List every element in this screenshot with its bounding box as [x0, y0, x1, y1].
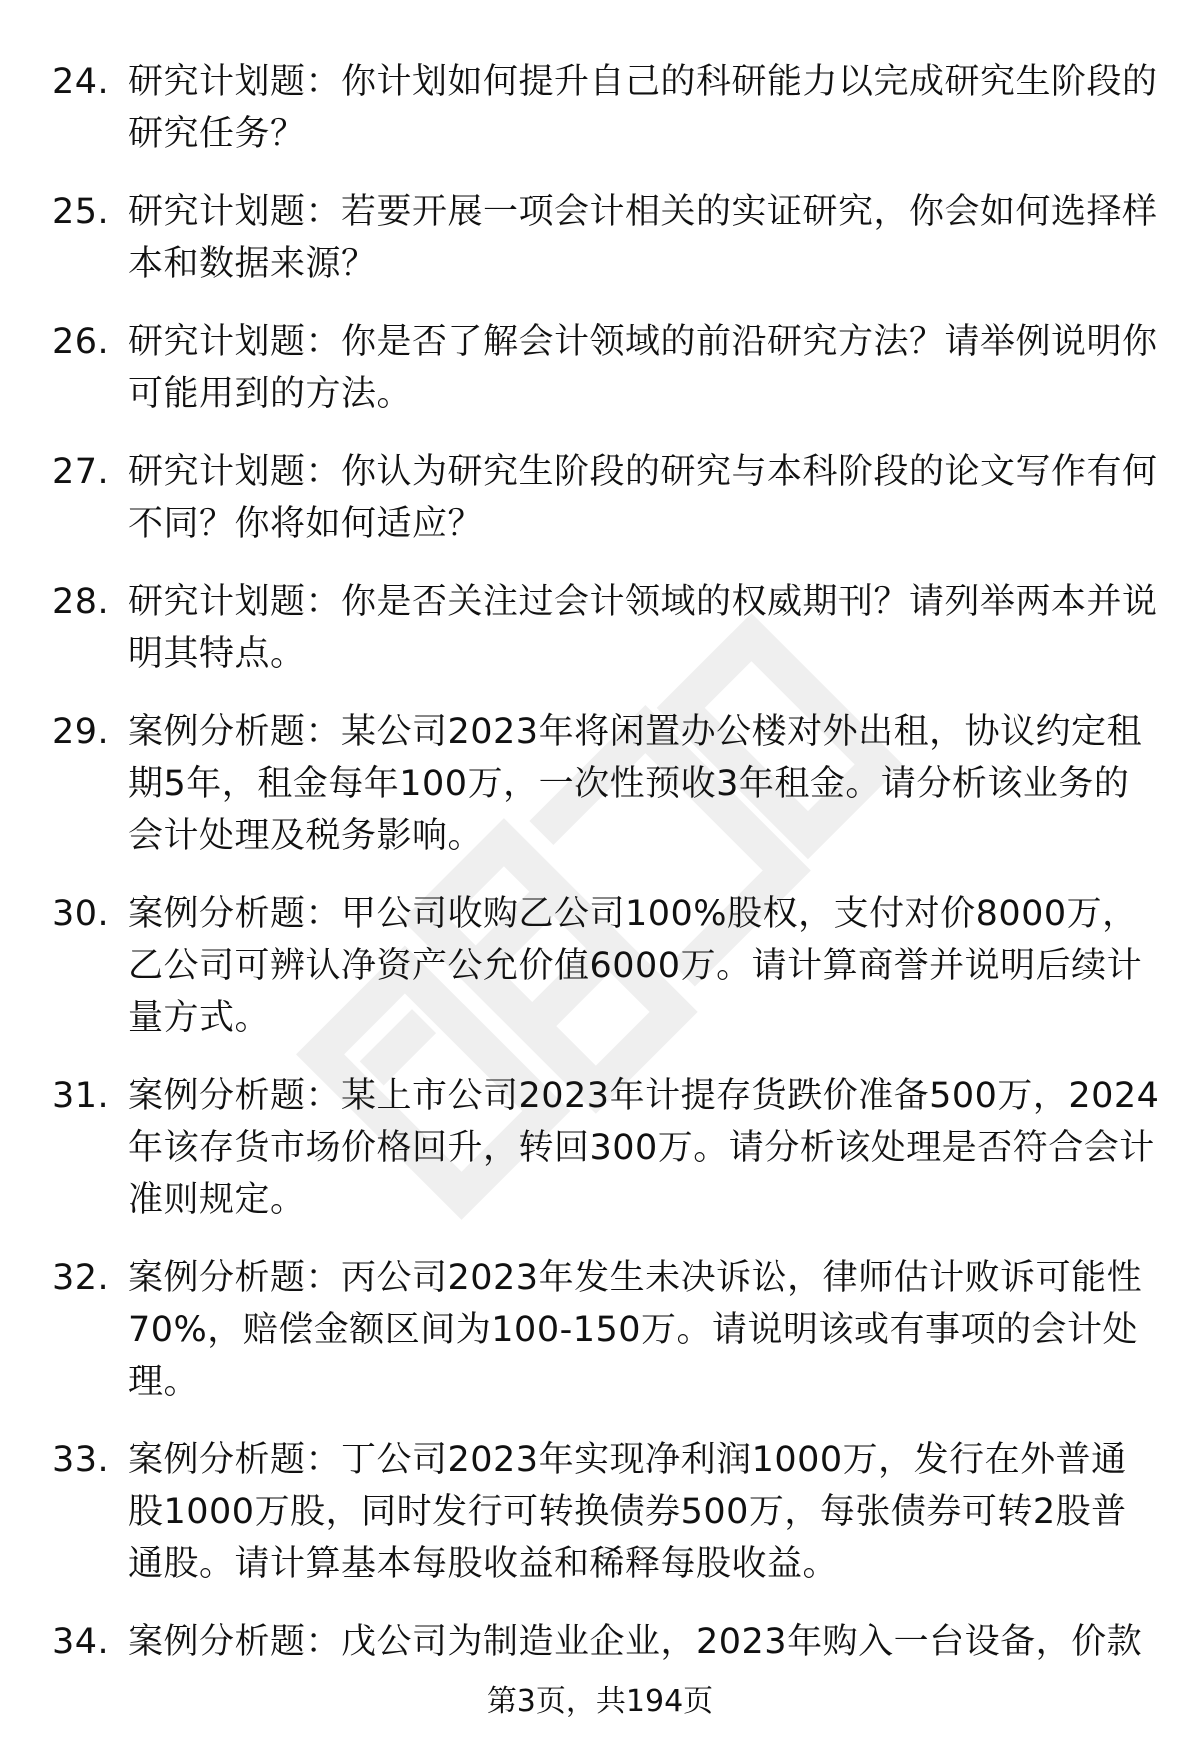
question-item: [0, 186, 1200, 290]
question-item: [0, 1070, 1200, 1226]
question-number: 26.: [52, 322, 110, 362]
page-footer: 第3页，共194页: [486, 1684, 714, 1719]
question-number: 33.: [52, 1440, 110, 1480]
question-text: 研究计划题：你计划如何提升自己的科研能力以完成研究生阶段的研究任务？: [128, 62, 1158, 154]
question-item: [0, 706, 1200, 862]
question-item: [0, 576, 1200, 680]
question-number: 25.: [52, 192, 110, 232]
question-number: 32.: [52, 1258, 110, 1298]
question-text: 研究计划题：你是否关注过会计领域的权威期刊？请列举两本并说明其特点。: [128, 582, 1158, 674]
question-text: 案例分析题：某公司2023年将闲置办公楼对外出租，协议约定租期5年，租金每年100万，一次性预收3年租金。请分析该业务的会计处理及税务影响。: [128, 712, 1143, 856]
question-list: [0, 56, 1200, 1694]
question-number: 24.: [52, 62, 110, 102]
question-number: 29.: [52, 712, 110, 752]
question-item: [0, 1252, 1200, 1408]
question-text: 案例分析题：甲公司收购乙公司100%股权，支付对价8000万，乙公司可辨认净资产公允价值6000万。请计算商誉并说明后续计量方式。: [128, 894, 1143, 1038]
question-number: 28.: [52, 582, 110, 622]
question-item: [0, 446, 1200, 550]
question-text: 案例分析题：某上市公司2023年计提存货跌价准备500万，2024年该存货市场价格回升，转回300万。请分析该处理是否符合会计准则规定。: [128, 1076, 1160, 1220]
question-number: 27.: [52, 452, 110, 492]
question-text: 研究计划题：你是否了解会计领域的前沿研究方法？请举例说明你可能用到的方法。: [128, 322, 1158, 414]
question-item: [0, 1434, 1200, 1590]
question-number: 30.: [52, 894, 110, 934]
question-number: 34.: [52, 1622, 110, 1662]
question-item: [0, 888, 1200, 1044]
question-text: 案例分析题：丙公司2023年发生未决诉讼，律师估计败诉可能性70%，赔偿金额区间为100-150万。请说明该或有事项的会计处理。: [128, 1258, 1143, 1402]
question-number: 31.: [52, 1076, 110, 1116]
question-text: 案例分析题：丁公司2023年实现净利润1000万，发行在外普通股1000万股，同时发行可转换债券500万，每张债券可转2股普通股。请计算基本每股收益和稀释每股收益。: [128, 1440, 1127, 1584]
question-item: [0, 316, 1200, 420]
question-text: 案例分析题：戊公司为制造业企业，2023年购入一台设备，价款: [128, 1622, 1143, 1662]
question-item: [0, 56, 1200, 160]
question-text: 研究计划题：你认为研究生阶段的研究与本科阶段的论文写作有何不同？你将如何适应？: [128, 452, 1158, 544]
question-item: [0, 1616, 1200, 1668]
question-text: 研究计划题：若要开展一项会计相关的实证研究，你会如何选择样本和数据来源？: [128, 192, 1158, 284]
